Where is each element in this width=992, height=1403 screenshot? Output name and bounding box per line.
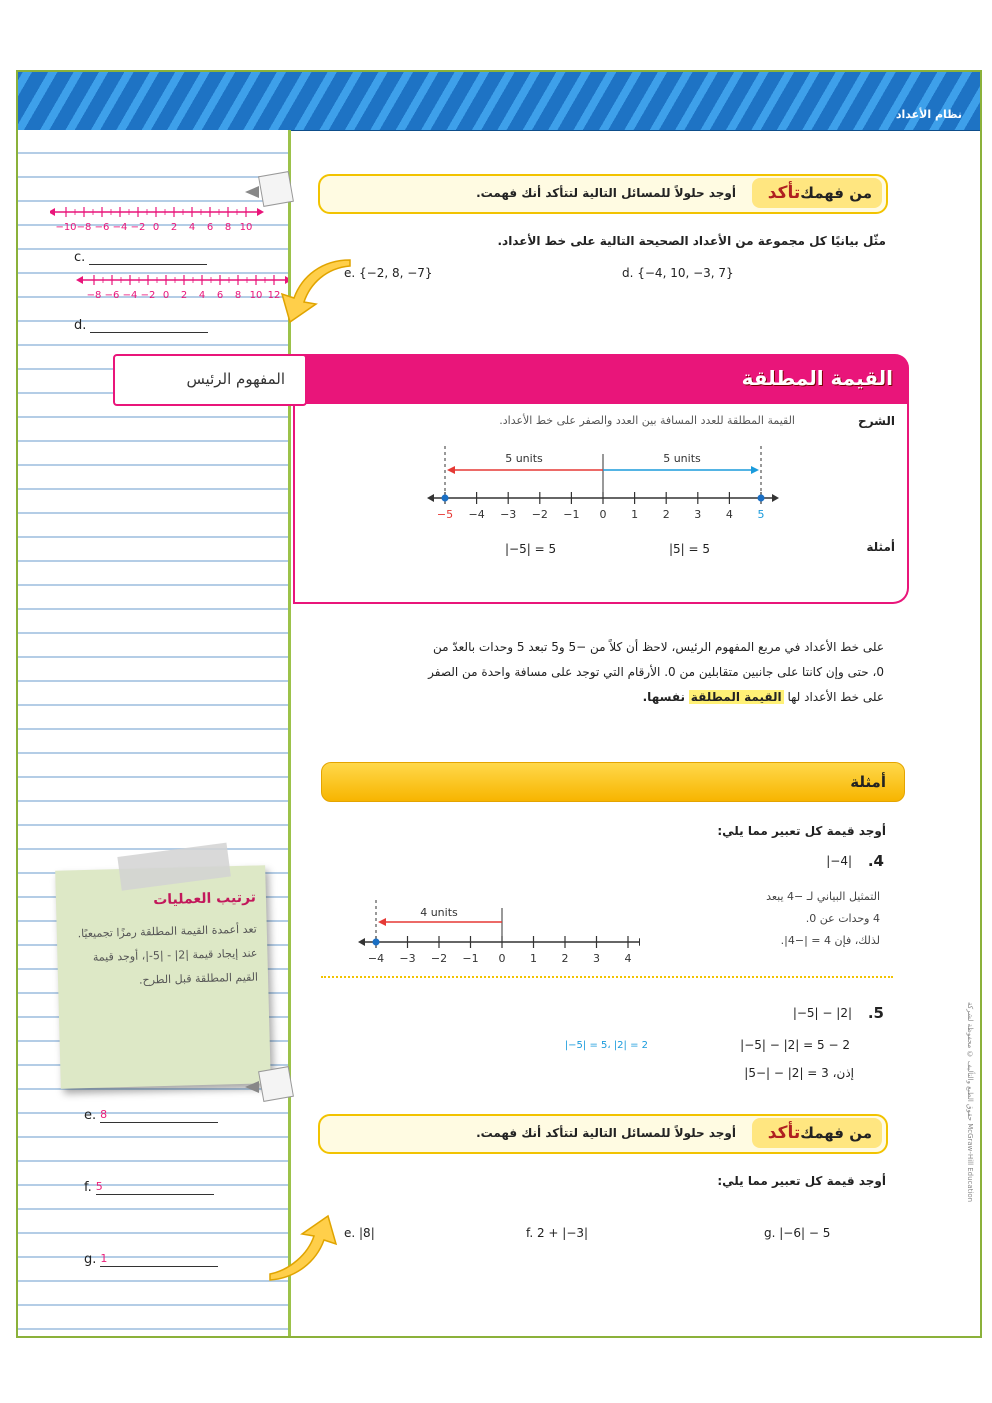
- concept-example-1: |−5| = 5: [505, 542, 557, 556]
- concept-tab-label: المفهوم الرئيس: [186, 370, 285, 388]
- example-5-step-2: إذن، 3 = |2| − |−5|: [744, 1066, 854, 1080]
- example-4-line-1: التمثيل البياني لـ −4 يبعد: [766, 890, 880, 903]
- answer-g[interactable]: [84, 1252, 218, 1267]
- examples-title: أمثلة: [850, 773, 886, 791]
- pointer-arrow-icon-2: [264, 1212, 344, 1282]
- tick-label: −1: [462, 952, 479, 965]
- sticky-text: تعد أعمدة القيمة المطلقة رمزًا تجميعيًا. عند إيجاد قيمة |2| - |5-|، أوجد قيمة القيم المطلقة قبل الطرح.: [77, 922, 259, 987]
- answer-e[interactable]: [84, 1108, 218, 1123]
- check2-prompt: أوجد قيمة كل تعبير مما يلي:: [717, 1174, 886, 1188]
- point-5: [758, 495, 765, 502]
- answer-e-label: e.: [84, 1108, 97, 1123]
- concept-title: القيمة المطلقة: [741, 366, 893, 390]
- sidebar-numberline-2[interactable]: [68, 270, 288, 310]
- tick-label: 3: [593, 952, 600, 965]
- example-5-step-1: |−5| − |2| = 5 − 2: [740, 1038, 850, 1052]
- tick-label: 2: [170, 222, 178, 233]
- example-5-expr: |−5| − |2|: [792, 1006, 852, 1020]
- answer-d-label: d.: [74, 318, 87, 333]
- tick-label: −6: [104, 290, 120, 301]
- tick-label: 6: [206, 222, 214, 233]
- breadcrumb: نظام الأعداد: [895, 108, 962, 121]
- tick-label: 10: [239, 222, 253, 233]
- axis-arrow-left: [50, 208, 55, 216]
- answer-g-value[interactable]: 1: [100, 1252, 218, 1267]
- tick-label: 10: [249, 290, 263, 301]
- check-understanding-bar-1: [318, 174, 888, 214]
- concept-explain-text: القيمة المطلقة للعدد المسافة بين العدد والصفر على خط الأعداد.: [499, 414, 795, 427]
- check2-item-e: e. |8|: [344, 1226, 375, 1240]
- sticky-note: [55, 865, 271, 1088]
- answer-c[interactable]: [74, 250, 207, 265]
- units-left-arrowhead: [447, 466, 455, 474]
- tick-label: −8: [86, 290, 102, 301]
- pencil-note-icon-2: [243, 1065, 303, 1105]
- check2-title: [752, 1118, 882, 1148]
- highlight-term: القيمة المطلقة: [690, 690, 782, 704]
- example-4-number: .4: [867, 852, 884, 870]
- check2-item-f: f. 2 + |−3|: [526, 1226, 589, 1240]
- paragraph-line-3-pre: على خط الأعداد لها: [787, 690, 884, 704]
- tape: [117, 843, 230, 891]
- units-left-label: 5 units: [505, 452, 543, 465]
- axis-arrow-right: [257, 208, 264, 216]
- tick-label: 2: [662, 508, 670, 521]
- tick-label: 4: [725, 508, 733, 521]
- tick-label: 5: [757, 508, 765, 521]
- example-5-number: .5: [867, 1004, 884, 1022]
- sidebar-numberline-1[interactable]: [50, 202, 270, 242]
- paragraph-line-2: 0، حتى وإن كانتا على جانبين متقابلين من 0. الأرقام التي توجد على مسافة واحدة من الصفر: [428, 665, 884, 679]
- tick-label: −4: [468, 508, 485, 521]
- point-neg5: [442, 495, 449, 502]
- check1-item-d: d. {−4, 10, −3, 7}: [622, 266, 734, 280]
- axis-arrow-left: [427, 494, 434, 502]
- tick-label: 1: [530, 952, 537, 965]
- tick-label: 12: [267, 290, 281, 301]
- example-4-line-2: 4 وحدات عن 0.: [805, 912, 880, 925]
- tick-label: −5: [436, 508, 454, 521]
- answer-d-line[interactable]: [90, 318, 208, 333]
- check2-title-main: تأكد: [767, 1123, 801, 1143]
- tick-label: −2: [531, 508, 548, 521]
- tick-label: −8: [76, 222, 92, 233]
- examples-instruction: أوجد قيمة كل تعبير مما يلي:: [717, 824, 886, 838]
- check2-item-g: g. |−6| − 5: [764, 1226, 831, 1240]
- key-concept-box: [293, 404, 909, 604]
- answer-e-value[interactable]: 8: [100, 1108, 218, 1123]
- example-4-line-3: لذلك، فإن 4 = |−4|.: [780, 934, 880, 947]
- tick-label: −3: [399, 952, 416, 965]
- answer-f[interactable]: [84, 1180, 214, 1195]
- tick-label: 6: [216, 290, 224, 301]
- tick-label: 0: [599, 508, 607, 521]
- key-concept-header: [293, 354, 909, 404]
- paragraph-line-1: على خط الأعداد في مربع المفهوم الرئيس، لاحظ أن كلاً من −5 و5 تبعد 5 وحدات بالعدّ من: [432, 640, 884, 654]
- paragraph-line-3-post: نفسها.: [642, 690, 685, 704]
- tick-label: 0: [152, 222, 160, 233]
- check-title-rest: من فهمك: [800, 184, 872, 202]
- worksheet-page: [16, 70, 982, 1338]
- concept-numberline: [421, 440, 801, 536]
- units-right-arrowhead: [751, 466, 759, 474]
- tick-label: 8: [224, 222, 232, 233]
- check-title-main: تأكد: [767, 183, 801, 203]
- check1-prompt: مثّل بيانيًا كل مجموعة من الأعداد الصحيحة التالية على خط الأعداد.: [497, 234, 886, 248]
- tick-label: 2: [180, 290, 188, 301]
- units-right-label: 5 units: [663, 452, 701, 465]
- tick-label: −4: [112, 222, 128, 233]
- concept-explain-label: الشرح: [858, 414, 895, 428]
- example-5-note: |−5| = 5، |2| = 2: [564, 1040, 648, 1051]
- paragraph-line-3: [643, 690, 884, 704]
- answer-f-label: f.: [84, 1180, 92, 1195]
- tick-label: −2: [430, 952, 448, 965]
- divider: [321, 976, 893, 978]
- axis-arrow-right: [772, 494, 779, 502]
- tick-label: −3: [500, 508, 517, 521]
- check2-title-rest: من فهمك: [800, 1124, 872, 1142]
- answer-c-label: c.: [74, 250, 86, 265]
- answer-g-label: g.: [84, 1252, 97, 1267]
- tick-label: −4: [122, 290, 138, 301]
- tick-label: −10: [55, 222, 77, 233]
- example-4-expr: |−4|: [826, 854, 852, 868]
- check2-instruction: أوجد حلولاً للمسائل التالية لتتأكد أنك فهمت.: [476, 1126, 736, 1140]
- key-concept-tab: [113, 354, 307, 406]
- tick-label: 8: [234, 290, 242, 301]
- point-neg4: [373, 939, 380, 946]
- tick-label: 1: [631, 508, 639, 521]
- tick-label: −2: [130, 222, 146, 233]
- copyright-note: حقوق الطبع والتأليف © محفوظة لشركة McGraw-Hill Education: [966, 1002, 974, 1203]
- tick-label: 0: [498, 952, 506, 965]
- header-banner: [18, 72, 980, 131]
- answer-d[interactable]: [74, 318, 208, 333]
- units-label: 4 units: [420, 906, 458, 919]
- concept-examples-label: أمثلة: [866, 540, 895, 554]
- notes-sidebar: [18, 130, 291, 1338]
- tick-label: 4: [188, 222, 196, 233]
- tick-label: −4: [367, 952, 385, 965]
- axis-arrow-left: [76, 276, 83, 284]
- concept-example-2: |5| = 5: [669, 542, 711, 556]
- tick-label: −2: [140, 290, 156, 301]
- tick-label: 4: [624, 952, 632, 965]
- answer-c-line[interactable]: [89, 250, 207, 265]
- check1-item-e: e. {−2, 8, −7}: [344, 266, 433, 280]
- check-title: [752, 178, 882, 208]
- examples-bar: [321, 762, 905, 802]
- tick-label: 3: [694, 508, 702, 521]
- check-understanding-bar-2: [318, 1114, 888, 1154]
- answer-f-value[interactable]: 5: [96, 1180, 214, 1195]
- tick-label: −6: [94, 222, 110, 233]
- tick-label: 4: [198, 290, 206, 301]
- tick-label: 2: [561, 952, 569, 965]
- sticky-title: ترتيب العمليات: [153, 889, 257, 909]
- tick-label: 0: [162, 290, 170, 301]
- tick-label: −1: [563, 508, 580, 521]
- axis-arrow-right: [639, 938, 640, 946]
- units-arrowhead: [378, 918, 386, 926]
- axis-arrow-left: [358, 938, 365, 946]
- example-4-numberline: [340, 896, 640, 976]
- check-instruction: أوجد حلولاً للمسائل التالية لتتأكد أنك فهمت.: [476, 186, 736, 200]
